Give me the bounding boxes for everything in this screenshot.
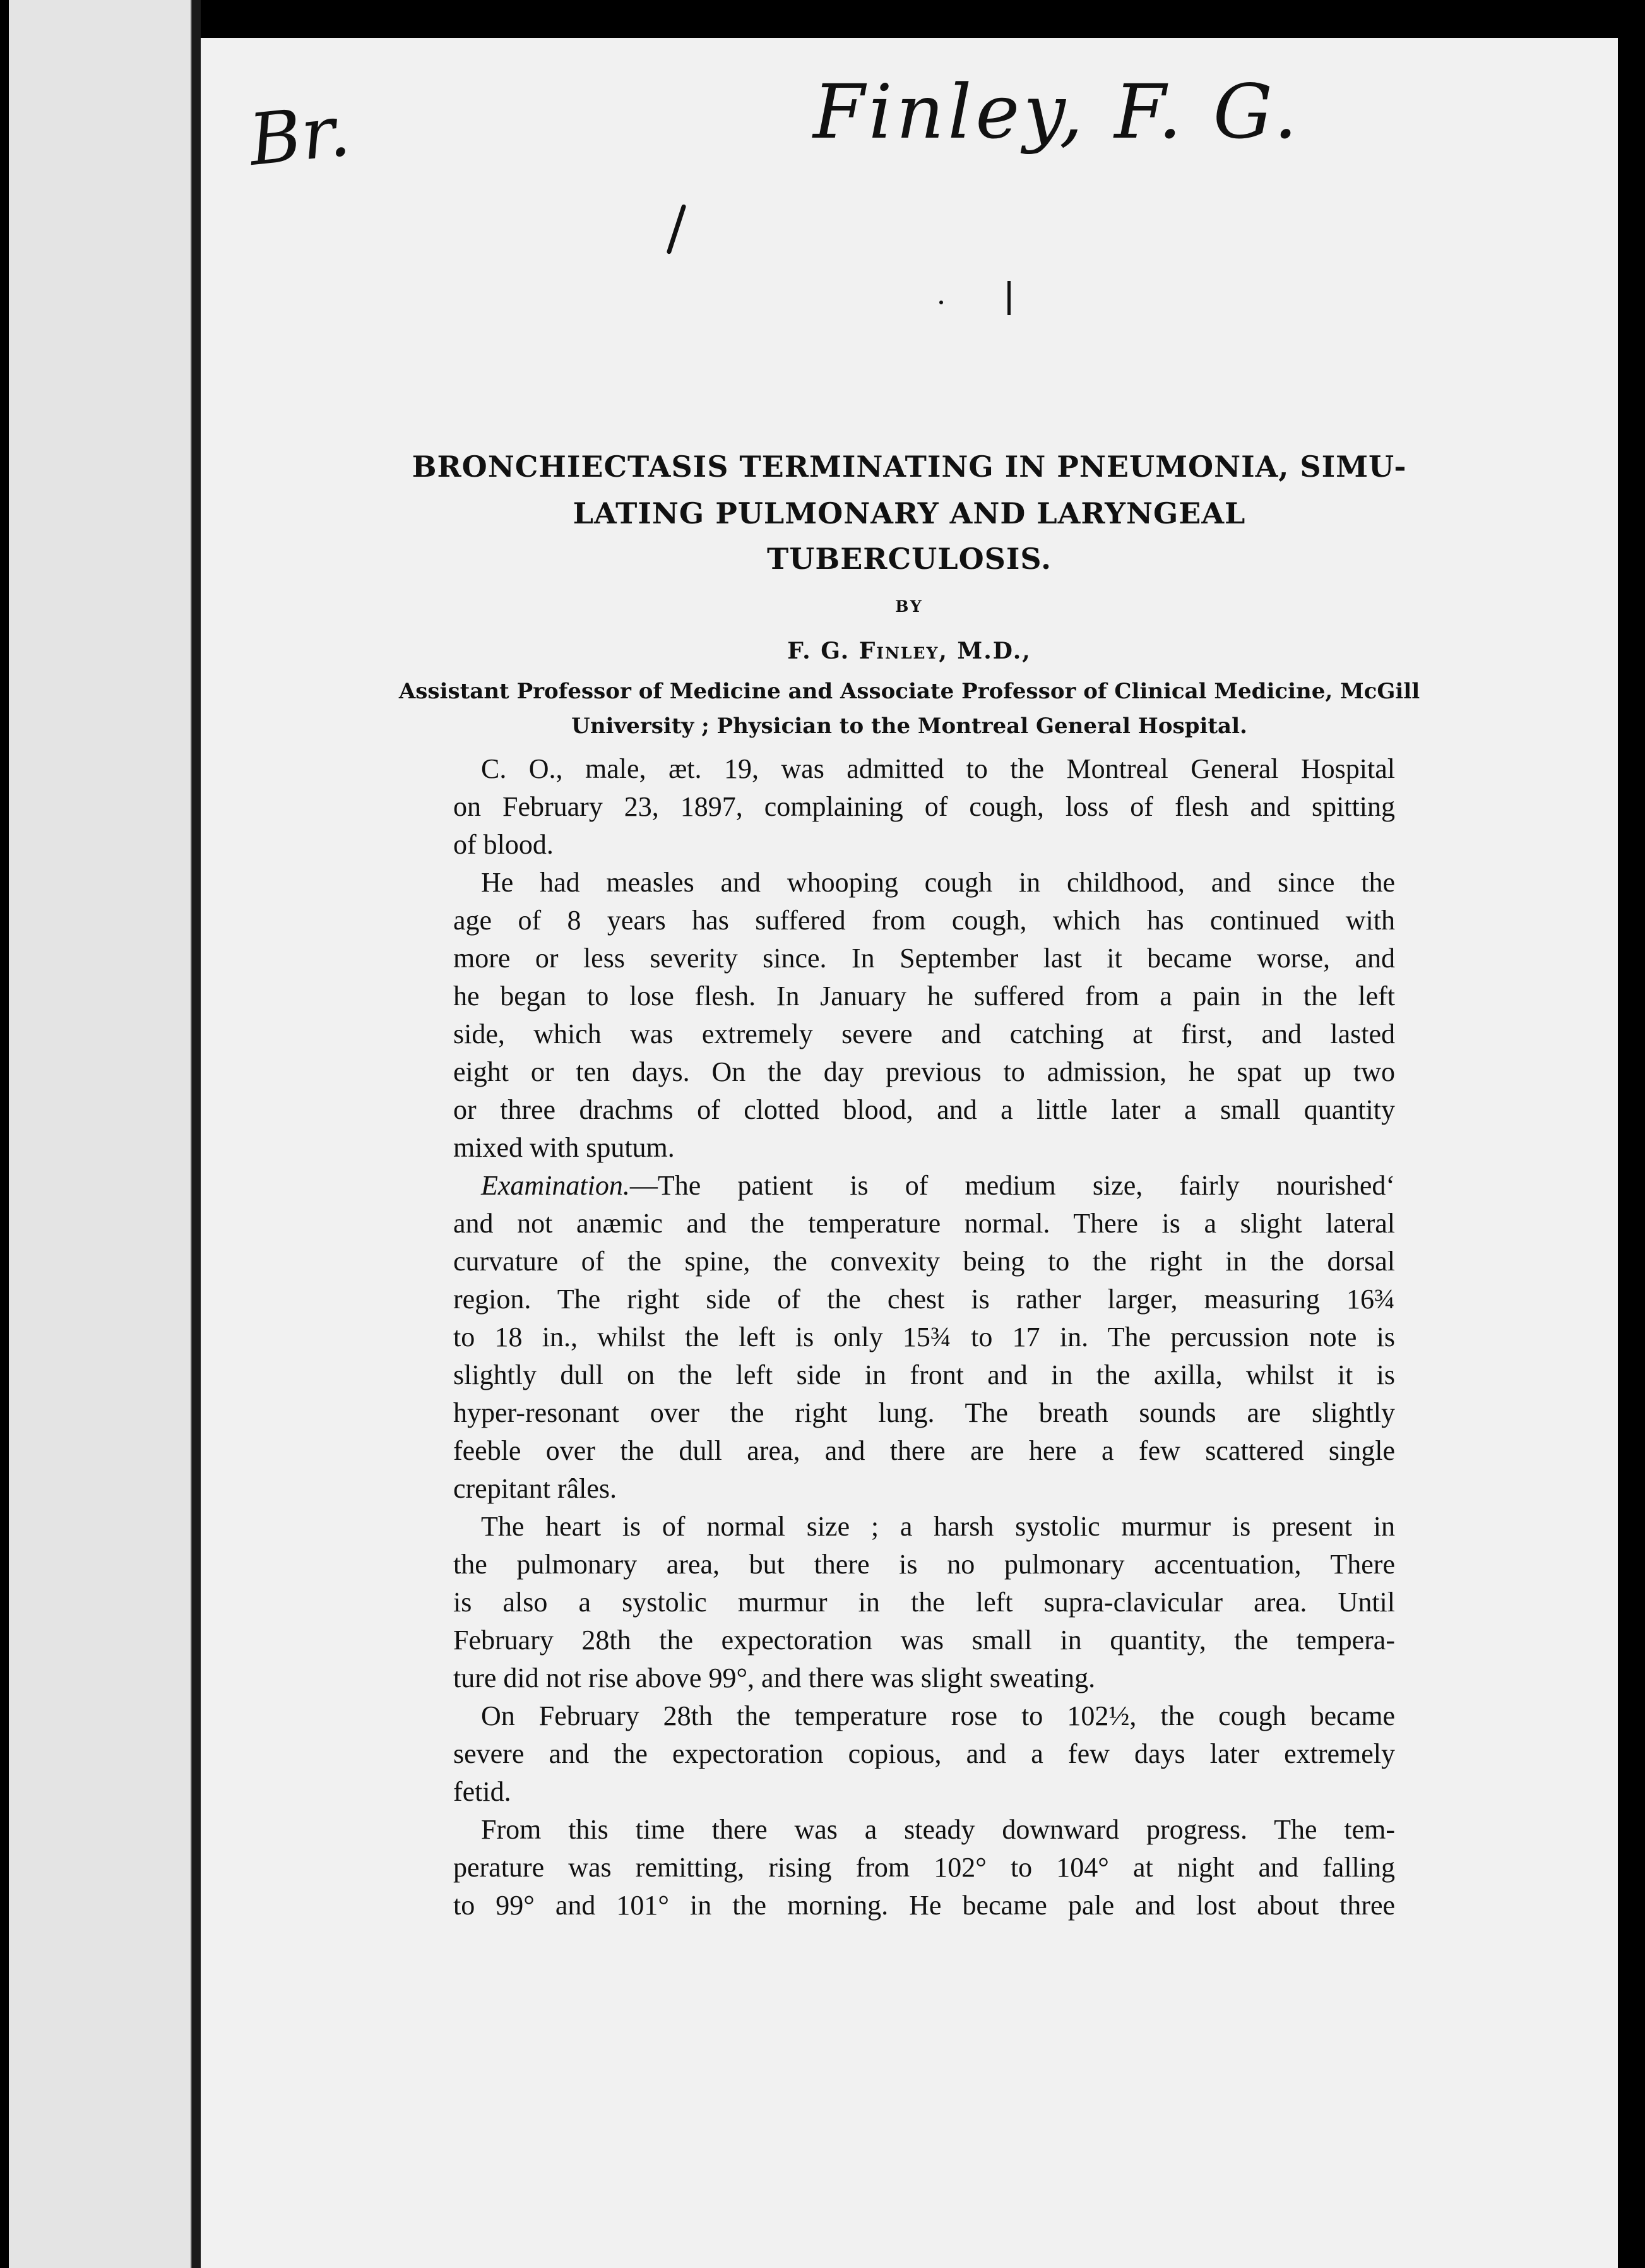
body-line: to 18 in., whilst the left is only 15¾ to 17 in. The percussion note is (453, 1322, 1395, 1352)
body-line: feeble over the dull area, and there are here a few scattered single (453, 1435, 1395, 1466)
body-line: to 99° and 101° in the morning. He became pale and lost about three (453, 1890, 1395, 1921)
ink-speck (1007, 281, 1011, 315)
article-title-line-2: LATING PULMONARY AND LARYNGEAL (573, 496, 1246, 530)
author-affiliation-line-2: University ; Physician to the Montreal General Hospital. (571, 713, 1247, 739)
body-line: or three drachms of clotted blood, and a little later a small quantity (453, 1094, 1395, 1125)
gutter-shadow (192, 0, 201, 2268)
body-line: and not anæmic and the temperature normal. There is a slight lateral (453, 1208, 1395, 1239)
body-line: eight or ten days. On the day previous to admission, he spat up two (453, 1056, 1395, 1087)
body-line: of blood. (453, 829, 554, 860)
body-line: The heart is of normal size ; a harsh systolic murmur is present in (481, 1511, 1395, 1542)
body-line: the pulmonary area, but there is no pulmonary accentuation, There (453, 1549, 1395, 1580)
article-title-line-3: TUBERCULOSIS. (767, 542, 1052, 576)
body-line-examination (481, 1168, 1395, 1203)
ink-dot (939, 301, 943, 304)
facing-page-edge (9, 0, 192, 2268)
body-line: slightly dull on the left side in front and in the axilla, whilst it is (453, 1359, 1395, 1390)
scan-border (1618, 0, 1645, 2268)
body-line: mixed with sputum. (453, 1132, 675, 1163)
examination-text: —The patient is of medium size, fairly nourished‘ (629, 1170, 1395, 1201)
body-line: crepitant râles. (453, 1473, 617, 1504)
body-line: age of 8 years has suffered from cough, which has continued with (453, 905, 1395, 936)
body-line: From this time there was a steady downward progress. The tem- (481, 1814, 1395, 1845)
body-line: perature was remitting, rising from 102° to 104° at night and falling (453, 1852, 1395, 1883)
body-line: he began to lose flesh. In January he suffered from a pain in the left (453, 981, 1395, 1012)
body-line: On February 28th the temperature rose to 102½, the cough became (481, 1700, 1395, 1731)
handwritten-catalog-name: Finley, F. G. (813, 68, 1302, 155)
author-affiliation-line-1: Assistant Professor of Medicine and Associate Professor of Clinical Medicine, McGill (398, 679, 1420, 704)
body-line: region. The right side of the chest is rather larger, measuring 16¾ (453, 1284, 1395, 1315)
examination-heading: Examination. (481, 1170, 630, 1201)
body-line: is also a systolic murmur in the left supra-clavicular area. Until (453, 1587, 1395, 1618)
handwritten-margin-note: Br. (245, 90, 354, 182)
body-line: C. O., male, æt. 19, was admitted to the Montreal General Hospital (481, 753, 1395, 784)
body-line: ture did not rise above 99°, and there was slight sweating. (453, 1662, 1096, 1693)
article-title-line-1: BRONCHIECTASIS TERMINATING IN PNEUMONIA, SIMU- (412, 450, 1407, 484)
byline-label: BY (895, 597, 923, 616)
body-line: severe and the expectoration copious, and a few days later extremely (453, 1738, 1395, 1769)
body-line: curvature of the spine, the convexity being to the right in the dorsal (453, 1246, 1395, 1277)
body-line: hyper-resonant over the right lung. The breath sounds are slightly (453, 1397, 1395, 1428)
body-line: on February 23, 1897, complaining of cough, loss of flesh and spitting (453, 791, 1395, 822)
body-line: February 28th the expectoration was small in quantity, the tempera- (453, 1625, 1395, 1656)
body-line: fetid. (453, 1776, 511, 1807)
body-line: more or less severity since. In September last it became worse, and (453, 943, 1395, 974)
body-line: He had measles and whooping cough in childhood, and since the (481, 867, 1395, 898)
author-name: F. G. Finley, M.D., (787, 638, 1031, 664)
body-line: side, which was extremely severe and catching at first, and lasted (453, 1018, 1395, 1049)
